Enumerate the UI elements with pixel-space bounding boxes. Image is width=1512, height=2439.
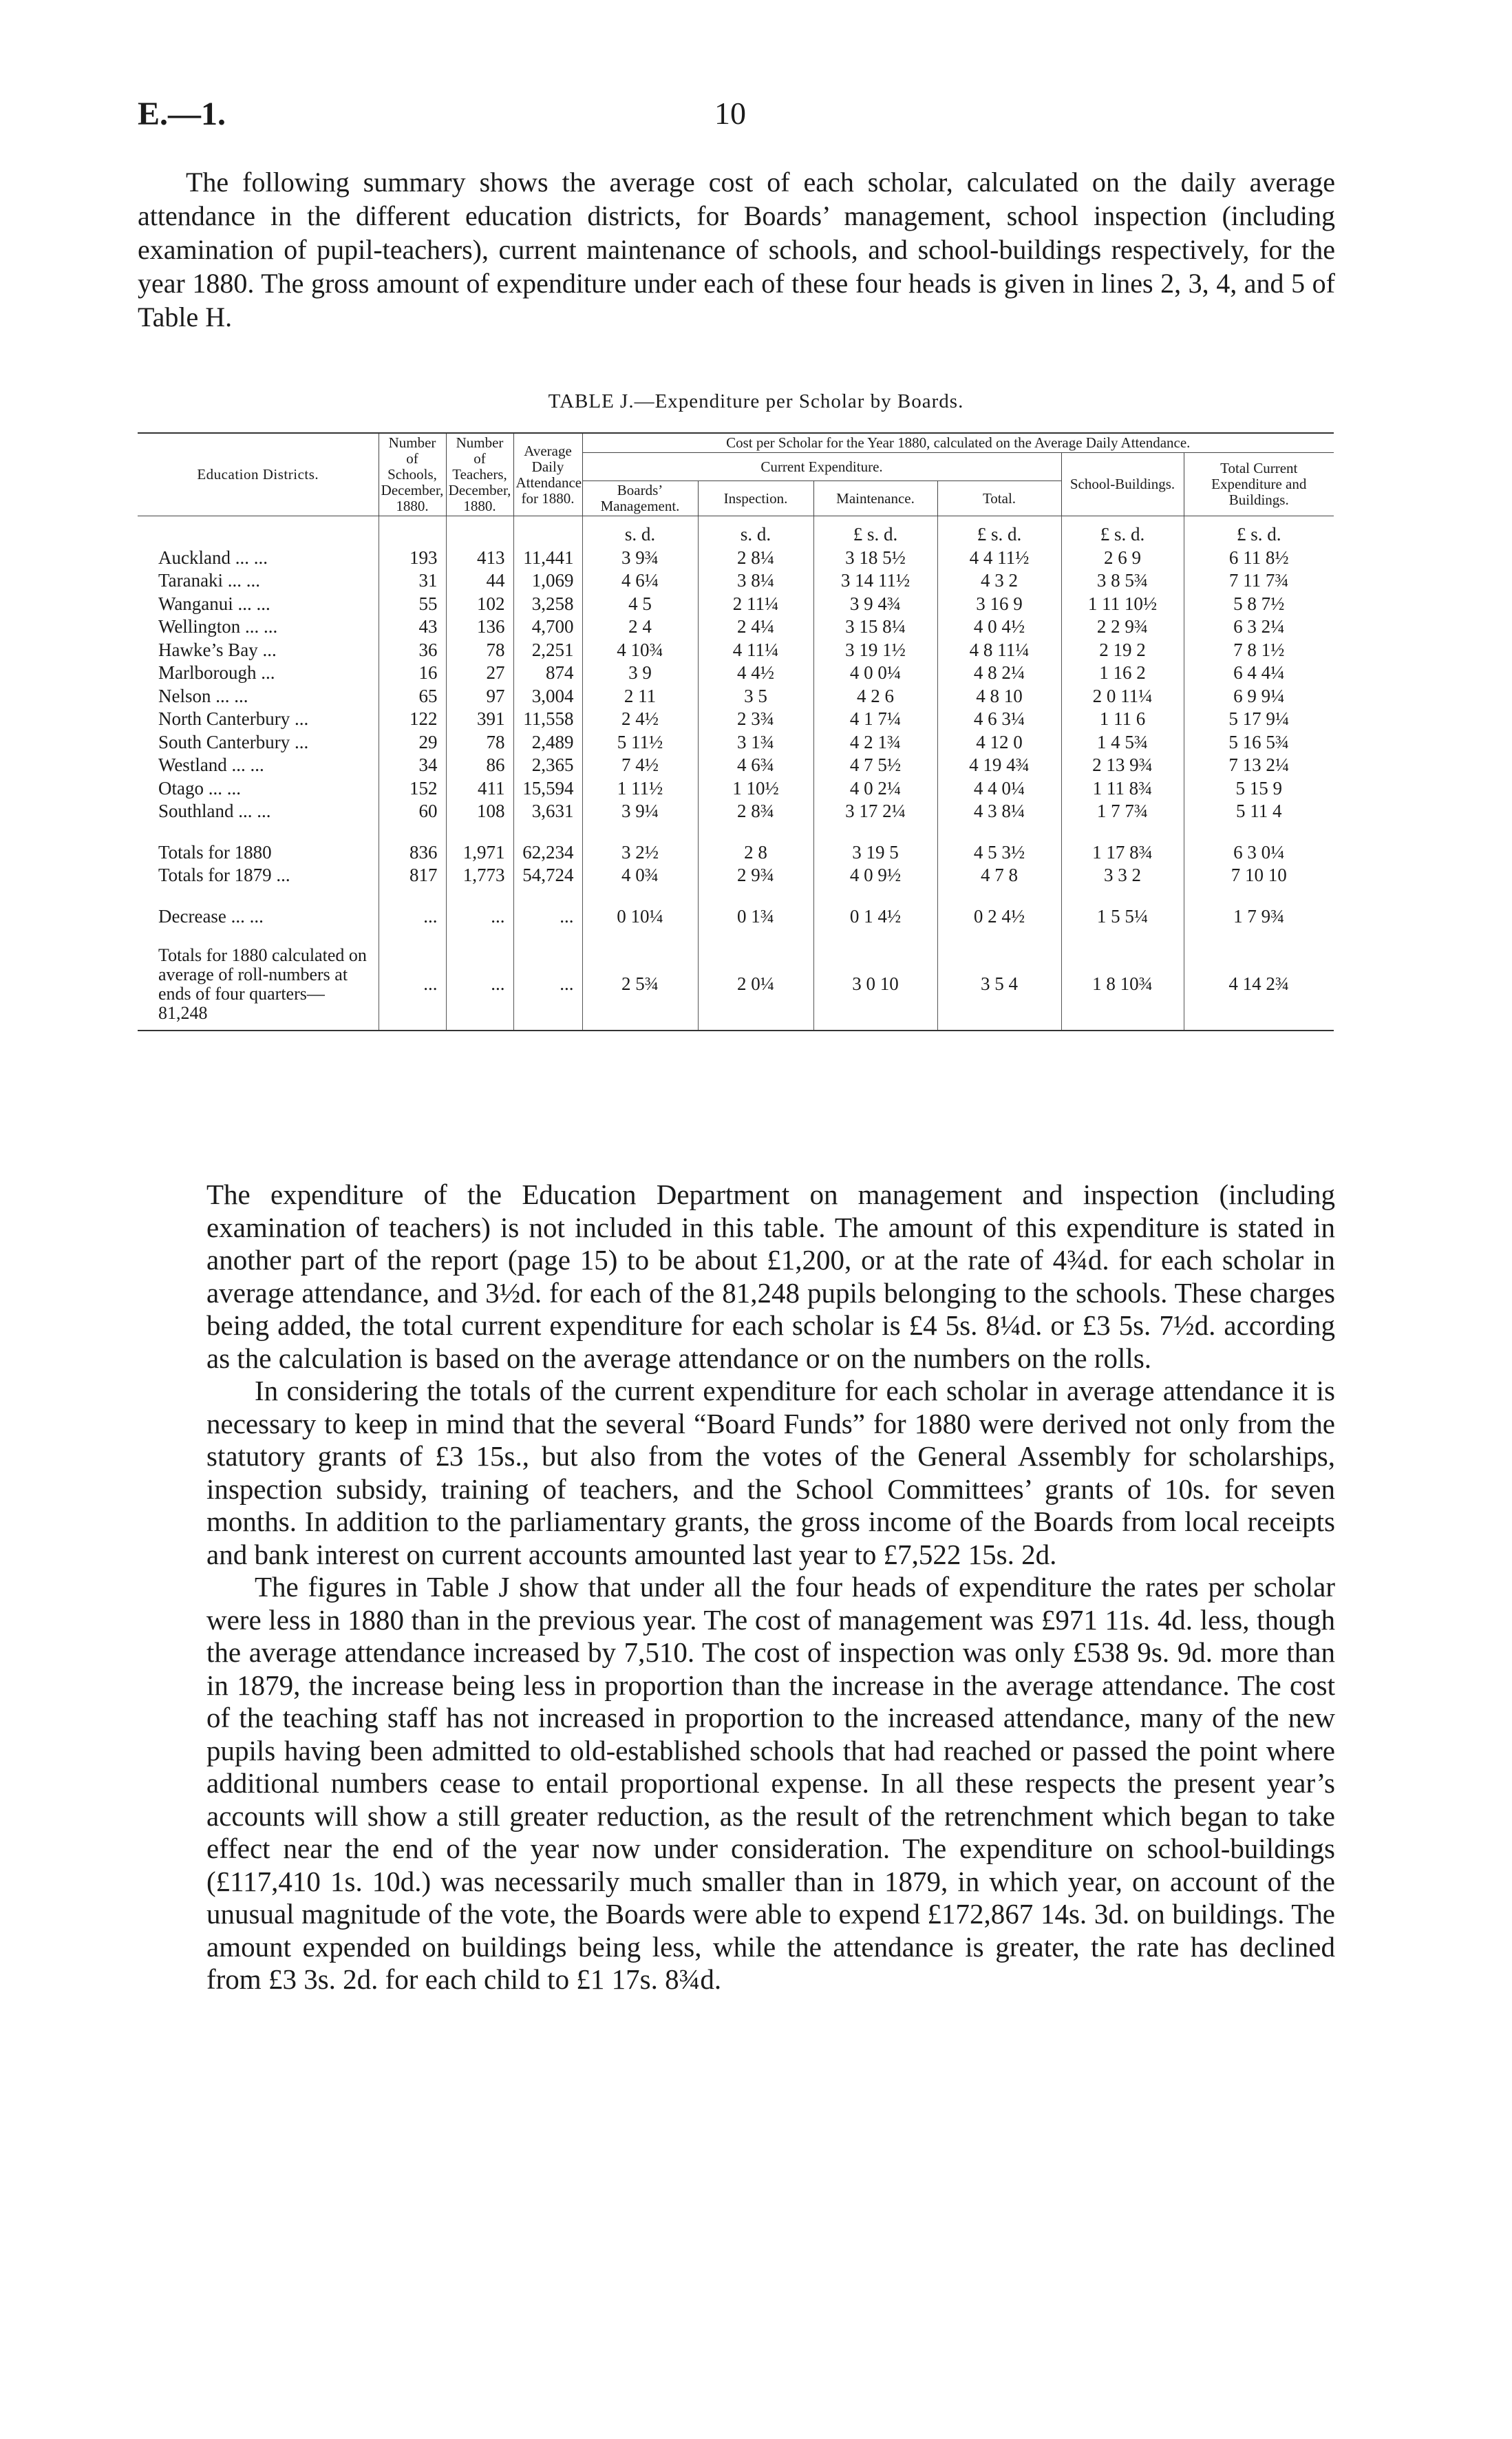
- cell-teachers: 413: [446, 547, 513, 570]
- cell-total: 4 8 2¼: [937, 662, 1061, 685]
- cell-maintenance: 3 17 2¼: [813, 800, 937, 823]
- cell-buildings: 1 11 6: [1061, 708, 1184, 731]
- cell-attendance: 2,489: [513, 731, 582, 754]
- cell-total: 3 16 9: [937, 593, 1061, 616]
- cell-grand-total: 7 11 7¾: [1184, 569, 1334, 593]
- cell-district: Nelson ... ...: [158, 685, 248, 706]
- cell-grand-total: 5 8 7½: [1184, 593, 1334, 616]
- paragraph: In considering the totals of the current expenditure for each scholar in average attendance it is necessary to keep in mind that the several “Board Funds” for 1880 were derived not only from the statutory grants of £3 15s., but also from the votes of the General Assembly for scholarships, inspection subsidy, training of teachers, and the School Committees’ grants of 10s. for seven months. In addition to the parliamentary grants, the gross income of the Boards from local receipts and bank interest on current accounts amounted last year to £7,522 15s. 2d.: [206, 1375, 1335, 1570]
- cell-grand-total: 6 3 2¼: [1184, 615, 1334, 639]
- cell-grand-total: 6 3 0¼: [1184, 841, 1334, 865]
- table-row: [138, 946, 1334, 1031]
- cell-attendance: 874: [513, 662, 582, 685]
- cell-maintenance: 0 1 4½: [813, 905, 937, 929]
- cell-buildings: 1 7 7¾: [1061, 800, 1184, 823]
- cell-maintenance: 3 14 11½: [813, 569, 937, 593]
- cell-district: Otago ... ...: [158, 777, 241, 799]
- cell-attendance: 2,365: [513, 754, 582, 777]
- header-teachers: Number of Teachers, December, 1880.: [446, 433, 513, 516]
- cell-teachers: 44: [446, 569, 513, 593]
- body-text: [206, 1179, 1335, 1996]
- page-number: 10: [714, 96, 746, 131]
- cell-teachers: 108: [446, 800, 513, 823]
- cell-maintenance: 4 0 9½: [813, 864, 937, 887]
- cell-grand-total: 6 9 9¼: [1184, 685, 1334, 708]
- header-buildings: School-Buildings.: [1061, 453, 1184, 516]
- cell-management: 4 0¾: [582, 864, 698, 887]
- cell-schools: 817: [379, 864, 446, 887]
- table-row: [138, 639, 1334, 662]
- cell-district: Totals for 1880: [158, 841, 272, 863]
- cell-attendance: 3,004: [513, 685, 582, 708]
- spacer-row: [138, 887, 1334, 905]
- cell-inspection: 2 9¾: [698, 864, 813, 887]
- cell-teachers: 411: [446, 777, 513, 801]
- cell-district: North Canterbury ...: [158, 708, 309, 729]
- cell-district: Decrease ... ...: [158, 905, 264, 927]
- table-row: [138, 841, 1334, 865]
- cell-management: 3 9¼: [582, 800, 698, 823]
- cell-attendance: 4,700: [513, 615, 582, 639]
- cell-inspection: 2 0¼: [698, 946, 813, 1031]
- cell-management: 0 10¼: [582, 905, 698, 929]
- cell-teachers: 391: [446, 708, 513, 731]
- cell-district: Westland ... ...: [158, 754, 264, 775]
- cell-management: 7 4½: [582, 754, 698, 777]
- paragraph: The figures in Table J show that under all the four heads of expenditure the rates per scholar were less in 1880 than in the previous year. The cost of management was £971 11s. 4d. less, though the average attendance increased by 7,510. The cost of inspection was only £538 9s. 9d. more than in 1879, the increase being less in proportion than the increase in the average attendance. The cost of the teaching staff has not increased in proportion to the increased attendance, many of the new pupils having been admitted to old-established schools that had reached or passed the point where additional numbers cease to entail proportional expense. In all these respects the present year’s accounts will show a still greater reduction, as the result of the retrenchment which began to take effect near the end of the year now under consideration. The expenditure on school-buildings (£117,410 1s. 10d.) was necessarily much smaller than in 1879, in which year, on account of the unusual magnitude of the vote, the Boards were able to expend £172,867 14s. 3d. on buildings. The amount expended on buildings being less, while the attendance is greater, the rate has declined from £3 3s. 2d. for each child to £1 17s. 8¾d.: [206, 1571, 1335, 1995]
- table-row: [138, 777, 1334, 801]
- cell-teachers: ...: [446, 946, 513, 1031]
- cell-teachers: 27: [446, 662, 513, 685]
- cell-total: 4 12 0: [937, 731, 1061, 754]
- cell-total: 4 4 0¼: [937, 777, 1061, 801]
- cell-maintenance: 4 0 0¼: [813, 662, 937, 685]
- spacer-row: [138, 823, 1334, 841]
- cell-schools: 31: [379, 569, 446, 593]
- cell-attendance: 1,069: [513, 569, 582, 593]
- header-total: Total.: [937, 481, 1061, 516]
- cell-schools: ...: [379, 905, 446, 929]
- cell-attendance: ...: [513, 946, 582, 1031]
- cell-total: 4 3 8¼: [937, 800, 1061, 823]
- cell-teachers: 78: [446, 731, 513, 754]
- cell-grand-total: 7 10 10: [1184, 864, 1334, 887]
- cell-teachers: 1,773: [446, 864, 513, 887]
- cell-grand-total: 5 15 9: [1184, 777, 1334, 801]
- cell-attendance: 15,594: [513, 777, 582, 801]
- cell-inspection: 3 5: [698, 685, 813, 708]
- cell-schools: ...: [379, 946, 446, 1031]
- cell-teachers: 97: [446, 685, 513, 708]
- cell-management: 4 5: [582, 593, 698, 616]
- cell-inspection: 2 8: [698, 841, 813, 865]
- page-reference: E.—1.: [138, 96, 226, 132]
- cell-buildings: 2 2 9¾: [1061, 615, 1184, 639]
- cell-maintenance: 3 15 8¼: [813, 615, 937, 639]
- cell-maintenance: 4 2 1¾: [813, 731, 937, 754]
- cell-grand-total: 5 11 4: [1184, 800, 1334, 823]
- cell-inspection: 4 6¾: [698, 754, 813, 777]
- unit-label: £ s. d.: [937, 516, 1061, 547]
- table-row: [138, 731, 1334, 754]
- cell-grand-total: 5 16 5¾: [1184, 731, 1334, 754]
- cell-district: Totals for 1879 ...: [158, 865, 290, 885]
- cell-teachers: 102: [446, 593, 513, 616]
- table-row: [138, 615, 1334, 639]
- cell-total: 3 5 4: [937, 946, 1061, 1031]
- table-caption: TABLE J.—Expenditure per Scholar by Boards.: [548, 390, 964, 412]
- cell-attendance: 2,251: [513, 639, 582, 662]
- cell-schools: 152: [379, 777, 446, 801]
- cell-schools: 60: [379, 800, 446, 823]
- cell-district: Auckland ... ...: [158, 547, 268, 568]
- cell-buildings: 2 13 9¾: [1061, 754, 1184, 777]
- unit-label: £ s. d.: [813, 516, 937, 547]
- header-attendance: Average Daily Attendance for 1880.: [513, 433, 582, 516]
- unit-label: s. d.: [582, 516, 698, 547]
- cell-buildings: 1 5 5¼: [1061, 905, 1184, 929]
- cell-attendance: 54,724: [513, 864, 582, 887]
- cell-maintenance: 4 0 2¼: [813, 777, 937, 801]
- cell-maintenance: 3 0 10: [813, 946, 937, 1031]
- cell-inspection: 2 8¼: [698, 547, 813, 570]
- cell-total: 4 19 4¾: [937, 754, 1061, 777]
- cell-inspection: 0 1¾: [698, 905, 813, 929]
- cell-buildings: 1 8 10¾: [1061, 946, 1184, 1031]
- cell-district: Wanganui ... ...: [158, 593, 270, 614]
- cell-attendance: 11,558: [513, 708, 582, 731]
- cell-teachers: 1,971: [446, 841, 513, 865]
- cell-grand-total: 7 13 2¼: [1184, 754, 1334, 777]
- cell-management: 1 11½: [582, 777, 698, 801]
- cell-total: 4 7 8: [937, 864, 1061, 887]
- cell-total: 4 8 10: [937, 685, 1061, 708]
- spacer-row: [138, 928, 1334, 946]
- cell-buildings: 3 3 2: [1061, 864, 1184, 887]
- cell-inspection: 3 8¼: [698, 569, 813, 593]
- cell-attendance: 3,631: [513, 800, 582, 823]
- intro-paragraph: The following summary shows the average cost of each scholar, calculated on the daily average attendance in the different education districts, for Boards’ management, school inspection (including examination of pupil-teachers), current maintenance of schools, and school-buildings respectively, for the year 1880. The gross amount of expenditure under each of these four heads is given in lines 2, 3, 4, and 5 of Table H.: [138, 167, 1335, 332]
- cell-buildings: 2 0 11¼: [1061, 685, 1184, 708]
- cell-schools: 55: [379, 593, 446, 616]
- cell-attendance: ...: [513, 905, 582, 929]
- paragraph: The expenditure of the Education Department on management and inspection (including examination of teachers) is not included in this table. The amount of this expenditure is stated in another part of the report (page 15) to be about £1,200, or at the rate of 4¾d. for each scholar in average attendance, and 3½d. for each of the 81,248 pupils belonging to the schools. These charges being added, the total current expenditure for each scholar is £4 5s. 8¼d. or £3 5s. 7½d. according as the calculation is based on the average attendance or on the numbers on the rolls.: [206, 1179, 1335, 1374]
- unit-label: £ s. d.: [1061, 516, 1184, 547]
- header-current-group: Current Expenditure.: [582, 453, 1061, 481]
- cell-buildings: 1 4 5¾: [1061, 731, 1184, 754]
- cell-schools: 122: [379, 708, 446, 731]
- cell-management: 4 10¾: [582, 639, 698, 662]
- cell-maintenance: 3 9 4¾: [813, 593, 937, 616]
- cell-maintenance: 4 1 7¼: [813, 708, 937, 731]
- cell-district: Southland ... ...: [158, 801, 271, 821]
- cell-buildings: 1 11 8¾: [1061, 777, 1184, 801]
- cell-teachers: 78: [446, 639, 513, 662]
- cell-district: Hawke’s Bay ...: [158, 639, 277, 660]
- cell-schools: 34: [379, 754, 446, 777]
- header-maintenance: Maintenance.: [813, 481, 937, 516]
- units-row: [138, 516, 1334, 547]
- cell-management: 2 4: [582, 615, 698, 639]
- cell-management: 4 6¼: [582, 569, 698, 593]
- cell-total: 0 2 4½: [937, 905, 1061, 929]
- cell-inspection: 4 11¼: [698, 639, 813, 662]
- cell-schools: 65: [379, 685, 446, 708]
- table-row: [138, 569, 1334, 593]
- cell-inspection: 2 11¼: [698, 593, 813, 616]
- table-row: [138, 662, 1334, 685]
- cell-teachers: 136: [446, 615, 513, 639]
- expenditure-table: [138, 432, 1334, 1031]
- cell-management: 2 5¾: [582, 946, 698, 1031]
- cell-maintenance: 4 7 5½: [813, 754, 937, 777]
- cell-total: 4 5 3½: [937, 841, 1061, 865]
- cell-teachers: 86: [446, 754, 513, 777]
- cell-maintenance: 3 19 5: [813, 841, 937, 865]
- table-row: [138, 593, 1334, 616]
- header-cost-group: Cost per Scholar for the Year 1880, calculated on the Average Daily Attendance.: [582, 433, 1334, 453]
- cell-schools: 193: [379, 547, 446, 570]
- cell-maintenance: 4 2 6: [813, 685, 937, 708]
- cell-district: Wellington ... ...: [158, 616, 278, 637]
- table-row: [138, 708, 1334, 731]
- cell-total: 4 3 2: [937, 569, 1061, 593]
- cell-schools: 43: [379, 615, 446, 639]
- cell-grand-total: 1 7 9¾: [1184, 905, 1334, 929]
- table-row: [138, 800, 1334, 823]
- table-row: [138, 905, 1334, 929]
- cell-management: 3 9¾: [582, 547, 698, 570]
- header-management: Boards’ Management.: [582, 481, 698, 516]
- cell-management: 2 4½: [582, 708, 698, 731]
- cell-management: 3 9: [582, 662, 698, 685]
- cell-buildings: 2 19 2: [1061, 639, 1184, 662]
- cell-grand-total: 6 11 8½: [1184, 547, 1334, 570]
- cell-district: Totals for 1880 calculated on average of roll-numbers at ends of four quarters—81,248: [138, 946, 379, 1031]
- cell-inspection: 3 1¾: [698, 731, 813, 754]
- cell-district: South Canterbury ...: [158, 731, 309, 752]
- cell-attendance: 3,258: [513, 593, 582, 616]
- cell-grand-total: 5 17 9¼: [1184, 708, 1334, 731]
- cell-schools: 16: [379, 662, 446, 685]
- cell-management: 3 2½: [582, 841, 698, 865]
- cell-inspection: 2 3¾: [698, 708, 813, 731]
- cell-grand-total: 4 14 2¾: [1184, 946, 1334, 1031]
- header-grand-total: Total Current Expenditure and Buildings.: [1184, 453, 1334, 516]
- cell-district: Taranaki ... ...: [158, 570, 261, 591]
- cell-buildings: 1 16 2: [1061, 662, 1184, 685]
- cell-total: 4 8 11¼: [937, 639, 1061, 662]
- cell-buildings: 2 6 9: [1061, 547, 1184, 570]
- cell-inspection: 2 4¼: [698, 615, 813, 639]
- unit-label: £ s. d.: [1184, 516, 1334, 547]
- cell-buildings: 1 11 10½: [1061, 593, 1184, 616]
- cell-grand-total: 6 4 4¼: [1184, 662, 1334, 685]
- cell-management: 2 11: [582, 685, 698, 708]
- cell-schools: 836: [379, 841, 446, 865]
- header-districts: Education Districts.: [138, 433, 379, 516]
- cell-schools: 29: [379, 731, 446, 754]
- cell-inspection: 4 4½: [698, 662, 813, 685]
- unit-label: s. d.: [698, 516, 813, 547]
- header-inspection: Inspection.: [698, 481, 813, 516]
- cell-teachers: ...: [446, 905, 513, 929]
- cell-inspection: 1 10½: [698, 777, 813, 801]
- table-row: [138, 547, 1334, 570]
- table-row: [138, 864, 1334, 887]
- cell-maintenance: 3 19 1½: [813, 639, 937, 662]
- header-schools: Number of Schools, December, 1880.: [379, 433, 446, 516]
- cell-buildings: 1 17 8¾: [1061, 841, 1184, 865]
- cell-total: 4 0 4½: [937, 615, 1061, 639]
- cell-total: 4 4 11½: [937, 547, 1061, 570]
- cell-grand-total: 7 8 1½: [1184, 639, 1334, 662]
- cell-attendance: 11,441: [513, 547, 582, 570]
- cell-district: Marlborough ...: [158, 662, 275, 683]
- cell-attendance: 62,234: [513, 841, 582, 865]
- cell-buildings: 3 8 5¾: [1061, 569, 1184, 593]
- cell-management: 5 11½: [582, 731, 698, 754]
- table-row: [138, 685, 1334, 708]
- cell-total: 4 6 3¼: [937, 708, 1061, 731]
- cell-inspection: 2 8¾: [698, 800, 813, 823]
- table-row: [138, 754, 1334, 777]
- cell-maintenance: 3 18 5½: [813, 547, 937, 570]
- cell-schools: 36: [379, 639, 446, 662]
